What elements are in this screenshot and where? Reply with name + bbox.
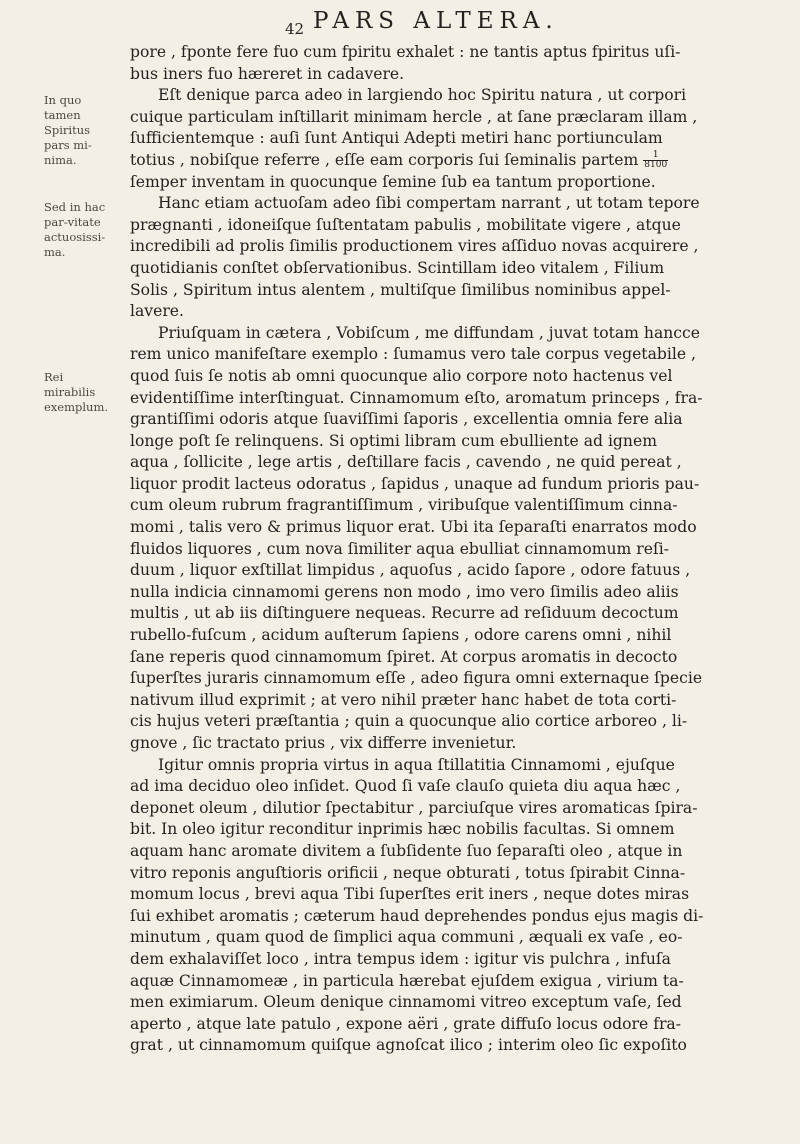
text-line: liquor prodit lacteus odoratus , ſapidus , unaque ad fundum prioris pau- [130,474,700,493]
text-line: ſufficientemque : auſi ſunt Antiqui Adepti metiri hanc portiunculam [130,129,663,148]
fraction-numerator: 1 [643,151,668,161]
text-line: grantiſſimi odoris atque ſuaviſſimi ſaporis , excellentia omnia fere alia [130,410,683,429]
text-line: ſui exhibet aromatis ; cæterum haud deprehendes pondus ejus magis di- [130,906,704,925]
text-line: ad ima deciduo oleo inſidet. Quod ſi vaſe clauſo quieta diu aqua hæc , [130,777,681,796]
text-line: quotidianis conſtet obſervationibus. Scintillam ideo vitalem , Filium [130,258,665,277]
text-line: prægnanti , idoneiſque ſuſtentatam pabulis , mobilitate vigere , atque [130,215,681,234]
text-line: longe poſt ſe relinquens. Si optimi libram cum ebulliente ad ignem [130,431,657,450]
text-line: Hanc etiam actuoſam adeo ſibi compertam narrant , ut totam tepore [158,194,700,213]
text-line: fluidos liquores , cum nova ſimiliter aqua ebulliat cinnamomum reſi- [130,539,670,558]
margin-note-2: Sed in hac par-vitate actuosissi-ma. [44,200,106,259]
text-line: lavere. [130,302,184,321]
text-line: duum , liquor exſtillat limpidus , aquoſus , acido ſapore , odore fatuus , [130,561,691,580]
text-line: rubello-fuſcum , acidum auſterum ſapiens , odore carens omni , nihil [130,626,672,645]
text-line: momi , talis vero & primus liquor erat. Ubi ita ſeparaſti enarratos modo [130,518,697,537]
text-line-with-fraction [130,150,770,172]
page-number: 42 [285,20,305,38]
text-line: gnove , ſic tractato prius , vix differre invenietur. [130,734,517,752]
text-line: incredibili ad prolis ſimilis productionem vires aſſiduo novas acquirere , [130,237,699,256]
text-line: men eximiarum. Oleum denique cinnamomi vitreo exceptum vaſe, ſed [130,993,682,1012]
text-line: nativum illud exprimit ; at vero nihil præter hanc habet de tota corti- [130,690,677,709]
text-line: ſuperſtes juraris cinnamomum eſſe , adeo figura omni externaque ſpecie [130,669,703,688]
text-line: totius , nobiſque referre , eſſe eam corporis ſui ſeminalis partem [130,150,639,169]
margin-note-1: In quo tamen Spiritus pars mi-nima. [44,93,92,167]
text-line: ſane reperis quod cinnamomum ſpiret. At corpus aromatis in decocto [130,647,678,666]
body-text [130,42,770,1057]
text-line: dem exhalaviſſet loco , intra tempus idem : igitur vis pulchra , infuſa [130,949,671,968]
text-line: deponet oleum , dilutior ſpectabitur , parciuſque vires aromaticas ſpira- [130,798,698,817]
running-title: PARS ALTERA. [313,8,559,34]
page-header [285,8,705,38]
text-line: ſemper inventam in quocunque ſemine ſub ea tantum proportione. [130,172,656,191]
text-line: evidentiſſime interſtinguat. Cinnamomum eſto, aromatum princeps , fra- [130,388,703,407]
text-line: aquæ Cinnamomeæ , in particula hærebat ejuſdem exigua , virium ta- [130,971,684,990]
text-line: quod ſuis ſe notis ab omni quocunque alio corpore noto hactenus vel [130,366,673,385]
text-line: bit. In oleo igitur reconditur inprimis hæc nobilis facultas. Si omnem [130,820,675,839]
text-line: grat , ut cinnamomum quiſque agnoſcat ilico ; interim oleo ſic expoſito [130,1036,687,1055]
text-line: minutum , quam quod de ſimplici aqua communi , æquali ex vaſe , eo- [130,928,683,947]
text-line: cuique particulam inſtillarit minimam hercle , at ſane præclaram illam , [130,107,698,126]
text-line: nulla indicia cinnamomi gerens non modo , imo vero ſimilis adeo aliis [130,582,679,601]
text-line: momum locus , brevi aqua Tibi ſuperſtes erit iners , neque dotes miras [130,885,690,904]
text-line: Priuſquam in cætera , Vobiſcum , me diffundam , juvat totam hancce [158,323,700,342]
text-line: Solis , Spiritum intus alentem , multiſque ſimilibus nominibus appel- [130,280,671,299]
text-line: cis hujus veteri præſtantia ; quin a quocunque alio cortice arboreo , li- [130,712,688,731]
text-line: pore , fponte fere fuo cum fpiritu exhalet : ne tantis aptus fpiritus uſi- [130,43,681,61]
text-line: vitro reponis anguſtioris orificii , neque obturati , totus ſpirabit Cinna- [130,863,686,882]
text-line: Igitur omnis propria virtus in aqua ſtillatitia Cinnamomi , ejuſque [158,755,675,774]
text-line: aqua , ſollicite , lege artis , deſtillare facis , cavendo , ne quid pereat , [130,453,682,472]
fraction-denominator: 8100 [644,160,668,171]
fraction [643,151,668,170]
text-line: Eſt denique parca adeo in largiendo hoc Spiritu natura , ut corpori [158,86,687,105]
margin-note-3: Rei mirabilis exemplum. [44,370,109,414]
text-line: cum oleum rubrum fragrantiſſimum , viribuſque valentiſſimum cinna- [130,496,678,515]
text-line: multis , ut ab iis diſtinguere nequeas. Recurre ad reſiduum decoctum [130,604,679,623]
text-line: aquam hanc aromate divitem a ſubſidente ſuo ſeparaſti oleo , atque in [130,841,683,860]
text-line: rem unico manifeſtare exemplo : ſumamus vero tale corpus vegetabile , [130,345,696,364]
text-line: aperto , atque late patulo , expone aëri , grate diffuſo locus odore fra- [130,1014,681,1033]
text-line: bus iners fuo hæreret in cadavere. [130,64,405,83]
